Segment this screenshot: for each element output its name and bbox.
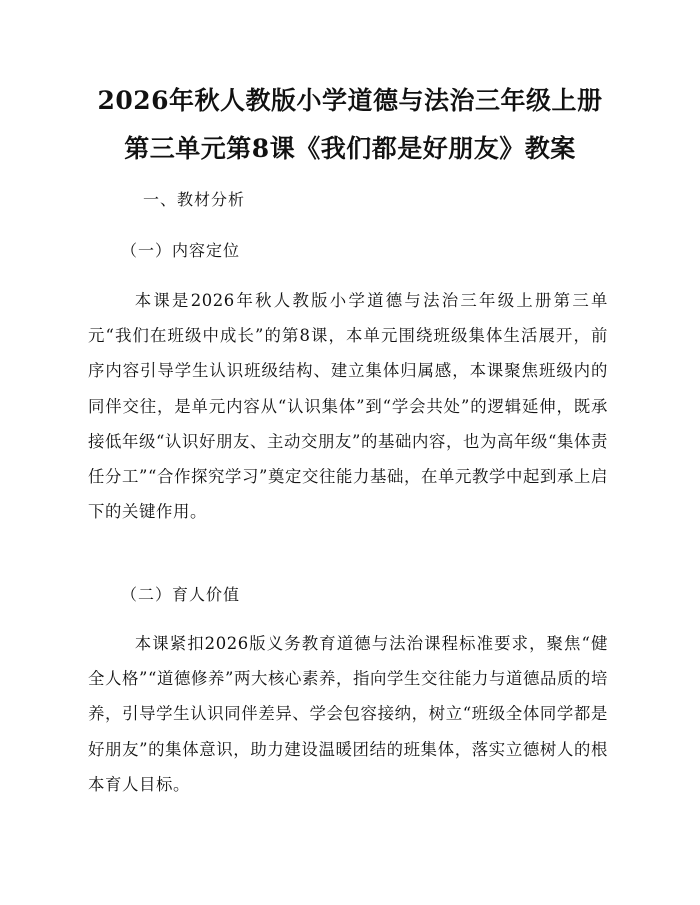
paragraph-content-positioning: 本课是2026年秋人教版小学道德与法治三年级上册第三单元“我们在班级中成长”的第8课，本单元围绕班级集体生活展开，前序内容引导学生认识班级结构、建立集体归属感，本课聚焦班级内的同伴交往，是单元内容从“认识集体”到“学会共处”的逻辑延伸，既承接低年级“认识好朋友、主动交朋友”的基础内容，也为高年级“集体责任分工”“合作探究学习”奠定交往能力基础，在单元教学中起到承上启下的关键作用。 xyxy=(88,291,608,522)
subsection-heading-content-positioning: （一）内容定位 xyxy=(121,241,241,260)
document-title-line-1: 2026年秋人教版小学道德与法治三年级上册 xyxy=(97,86,603,115)
section-heading-textbook-analysis: 一、教材分析 xyxy=(143,190,246,209)
subsection-heading-educational-value: （二）育人价值 xyxy=(121,585,241,604)
paragraph-educational-value: 本课紧扣2026版义务教育道德与法治课程标准要求，聚焦“健全人格”“道德修养”两大核心素养，指向学生交往能力与道德品质的培养，引导学生认识同伴差异、学会包容接纳，树立“班级全体同学都是好朋友”的集体意识，助力建设温暖团结的班集体，落实立德树人的根本育人目标。 xyxy=(88,634,608,794)
document-title-line-2: 第三单元第8课《我们都是好朋友》教案 xyxy=(124,134,576,163)
